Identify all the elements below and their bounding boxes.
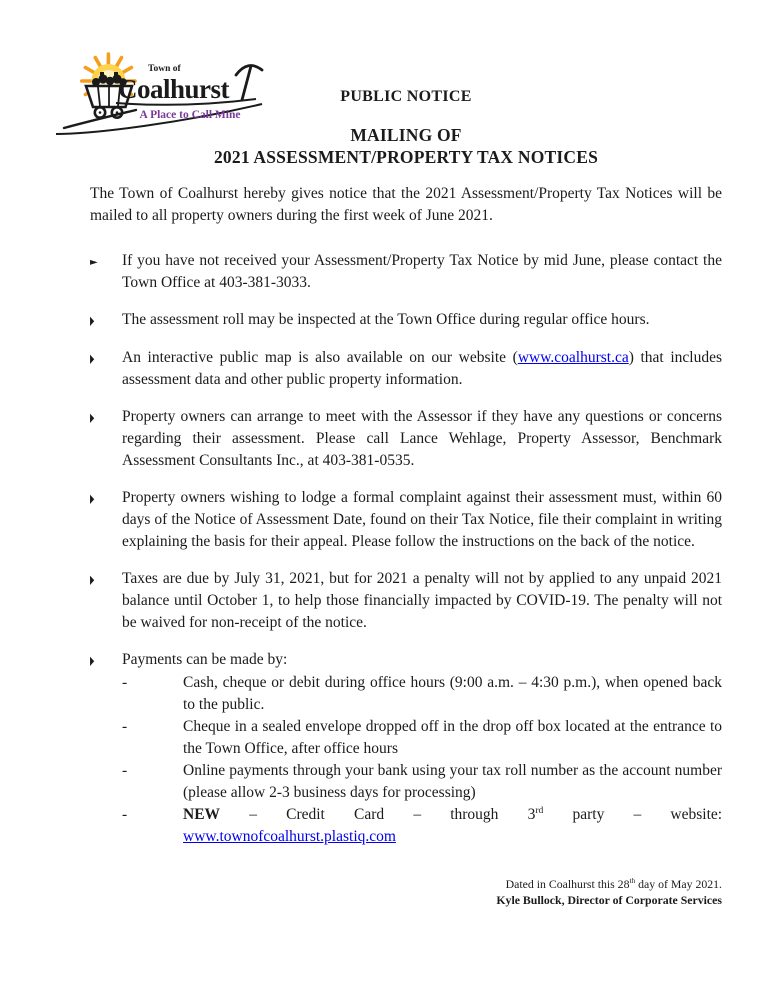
payment-item-new	[122, 804, 722, 848]
dash-bullet: -	[122, 718, 128, 735]
bullet-item	[90, 250, 722, 294]
coalhurst-website-link[interactable]: www.coalhurst.ca	[517, 349, 629, 366]
triangle-bullet-icon: ▶	[90, 410, 95, 425]
triangle-bullet-icon: ▶	[90, 653, 95, 668]
notice-title-line2: 2021 ASSESSMENT/PROPERTY TAX NOTICES	[213, 147, 599, 167]
bullet-item	[90, 309, 722, 332]
payment-item	[122, 716, 722, 760]
triangle-bullet-icon: ▶	[90, 572, 95, 587]
bullet-item	[90, 487, 722, 553]
dash-bullet: -	[122, 674, 128, 691]
logo-town-of: Town of	[148, 64, 181, 74]
payment-text: NEW – Credit Card – through 3rd party – website:	[183, 804, 723, 823]
notice-title-line1: MAILING OF	[350, 125, 462, 145]
dated-line: Dated in Coalhurst this 28th day of May 2021.	[505, 876, 722, 891]
logo-name: Coalhurst	[118, 74, 230, 104]
bullet-text: Property owners wishing to lodge a formal complaint against their assessment must, within 60 days of the Notice of Assessment Date, found on their Tax Notice, file their complaint in writing explaining the basis for their appeal. Please follow the instructions on the back of the notice.	[122, 489, 722, 550]
triangle-bullet-icon: ▶	[90, 351, 95, 366]
bullet-item	[90, 347, 722, 391]
public-notice-heading: PUBLIC NOTICE	[340, 88, 472, 105]
document-footer	[90, 876, 722, 908]
triangle-bullet-icon: ▶	[90, 491, 95, 506]
ordinal-suffix: th	[629, 876, 636, 886]
new-badge: NEW	[183, 806, 221, 823]
bullet-text: Payments can be made by:	[122, 651, 288, 668]
payment-text: Cheque in a sealed envelope dropped off in the drop off box located at the entrance to the Town Office, after office hours	[183, 718, 722, 757]
payment-item	[122, 760, 722, 804]
dash-bullet: -	[122, 806, 128, 823]
logo-tagline: A Place to Call Mine	[139, 109, 241, 121]
dash-bullet: -	[122, 762, 128, 779]
plastiq-payment-link[interactable]: www.townofcoalhurst.plastiq.com	[183, 828, 396, 845]
bullet-item-payments	[90, 649, 722, 672]
bullet-text	[122, 347, 722, 391]
ordinal-suffix: rd	[535, 804, 544, 816]
notice-body	[90, 183, 722, 848]
signature-line: Kyle Bullock, Director of Corporate Services	[496, 893, 722, 907]
payment-text: Cash, cheque or debit during office hours (9:00 a.m. – 4:30 p.m.), when opened back to the public.	[183, 674, 722, 713]
intro-paragraph: The Town of Coalhurst hereby gives notice that the 2021 Assessment/Property Tax Notices will be mailed to all property owners during the first week of June 2021.	[90, 185, 722, 224]
bullet-text-post: ) that includes assessment data and other public property information.	[122, 349, 722, 388]
payment-text: Online payments through your bank using your tax roll number as the account number (please allow 2-3 business days for processing)	[183, 762, 722, 801]
bullet-text: If you have not received your Assessment/Property Tax Notice by mid June, please contact the Town Office at 403-381-3033.	[122, 252, 722, 291]
bullet-text-pre: An interactive public map is also available on our website (	[122, 349, 518, 366]
bullet-text: The assessment roll may be inspected at the Town Office during regular office hours.	[122, 311, 650, 328]
payment-item	[122, 672, 722, 716]
bullet-text: Taxes are due by July 31, 2021, but for 2021 a penalty will not by applied to any unpaid 2021 balance until October 1, to help those financially impacted by COVID-19. The penalty will not be waived for non-receipt of the notice.	[122, 570, 722, 631]
bullet-item	[90, 406, 722, 472]
triangle-bullet-icon: ▶	[90, 313, 95, 328]
bullet-item	[90, 568, 722, 634]
triangle-bullet-icon: ►	[90, 257, 98, 268]
bullet-text: Property owners can arrange to meet with the Assessor if they have any questions or concerns regarding their assessment. Please call Lance Wehlage, Property Assessor, Benchmark Assessment Consultants Inc., at 403-381-0535.	[122, 408, 722, 469]
